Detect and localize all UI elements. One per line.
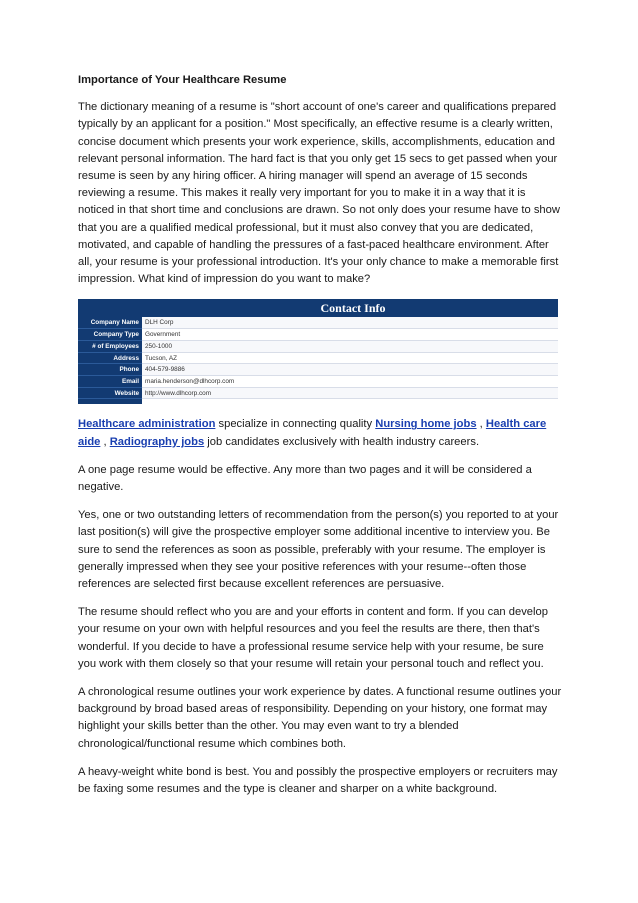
links-text-2: ,	[476, 418, 486, 431]
contact-label-email: Email	[78, 376, 142, 388]
body-paragraph: A chronological resume outlines your work experience by dates. A functional resume outlines your background by broad based areas of responsibility. Depending on your history, one format may highlight your skills better than the other. You may even want to try a blended chronological/functional resume which combines both.	[78, 686, 562, 750]
contact-value-website: http://www.dlhcorp.com	[142, 388, 558, 400]
contact-value-company-name: DLH Corp	[142, 317, 558, 329]
contact-label-website: Website	[78, 388, 142, 400]
contact-label-company-name: Company Name	[78, 317, 142, 329]
contact-value-company-type: Government	[142, 329, 558, 341]
document-page	[78, 72, 562, 809]
healthcare-administration-link[interactable]: Healthcare administration	[78, 418, 216, 431]
contact-label-address: Address	[78, 353, 142, 365]
links-text-3: ,	[100, 435, 110, 448]
contact-value-employees: 250-1000	[142, 341, 558, 353]
contact-info-image	[78, 299, 558, 404]
contact-value-address: Tucson, AZ	[142, 353, 558, 365]
body-paragraph: A one page resume would be effective. Any more than two pages and it will be considered a negative.	[78, 463, 532, 494]
contact-info-table	[78, 317, 558, 404]
body-paragraph: Yes, one or two outstanding letters of recommendation from the person(s) you reported to at your last position(s) will give the prospective employer some additional incentive to interview you. Be sure to send the references as soon as possible, preferably with your resume. The employer is generally impressed when they see your positive references with your resume--often those references are selected first because excellent references are persuasive.	[78, 509, 559, 591]
nursing-home-jobs-link[interactable]: Nursing home jobs	[375, 418, 477, 431]
document-title: Importance of Your Healthcare Resume	[78, 74, 287, 86]
contact-info-header-label: Contact Info	[320, 301, 386, 316]
radiography-jobs-link[interactable]: Radiography jobs	[109, 435, 205, 448]
links-text-1: specialize in connecting quality	[215, 418, 376, 431]
contact-label-company-type: Company Type	[78, 329, 142, 341]
contact-value-email: maria.henderson@dlhcorp.com	[142, 376, 558, 388]
contact-info-header	[78, 299, 558, 317]
contact-info-labels	[78, 317, 142, 404]
links-text-4: job candidates exclusively with health industry careers.	[204, 435, 480, 448]
links-paragraph	[78, 416, 562, 450]
intro-paragraph: The dictionary meaning of a resume is "short account of one's career and qualifications prepared typically by an applicant for a position." Most specifically, an effective resume is a clearly written, concise document which presents your work experience, skills, accomplishments, education and relevant personal information. The hard fact is that you only get 15 secs to get passed when your resume is seen by any hiring officer. A hiring manager will spend an average of 15 seconds reviewing a resume. This makes it really very important for you to make it in a way that it is noticed in that short time and conclusions are drawn. So not only does your resume have to show that you are a qualified medical professional, but it must also convey that you are dedicated, motivated, and capable of handling the pressures of a fast-paced healthcare environment. After all, your resume is your professional introduction. It's your only chance to make a memorable first impression. What kind of impression do you want to make?	[78, 101, 560, 286]
body-paragraph: The resume should reflect who you are and your efforts in content and form. If you can develop your resume on your own with helpful resources and you feel the results are there, then that's wonderful. If you decide to have a professional resume service help with your resume, be sure you work with them closely so that your resume will retain your personal touch and reflect you.	[78, 606, 548, 670]
contact-info-values	[142, 317, 558, 404]
body-paragraph: A heavy-weight white bond is best. You and possibly the prospective employers or recruiters may be faxing some resumes and the type is cleaner and sharper on a white background.	[78, 765, 558, 796]
contact-label-employees: # of Employees	[78, 341, 142, 353]
contact-label-phone: Phone	[78, 364, 142, 376]
health-care-aide-link[interactable]: Health care aide	[78, 418, 547, 448]
contact-value-phone: 404-579-9886	[142, 364, 558, 376]
